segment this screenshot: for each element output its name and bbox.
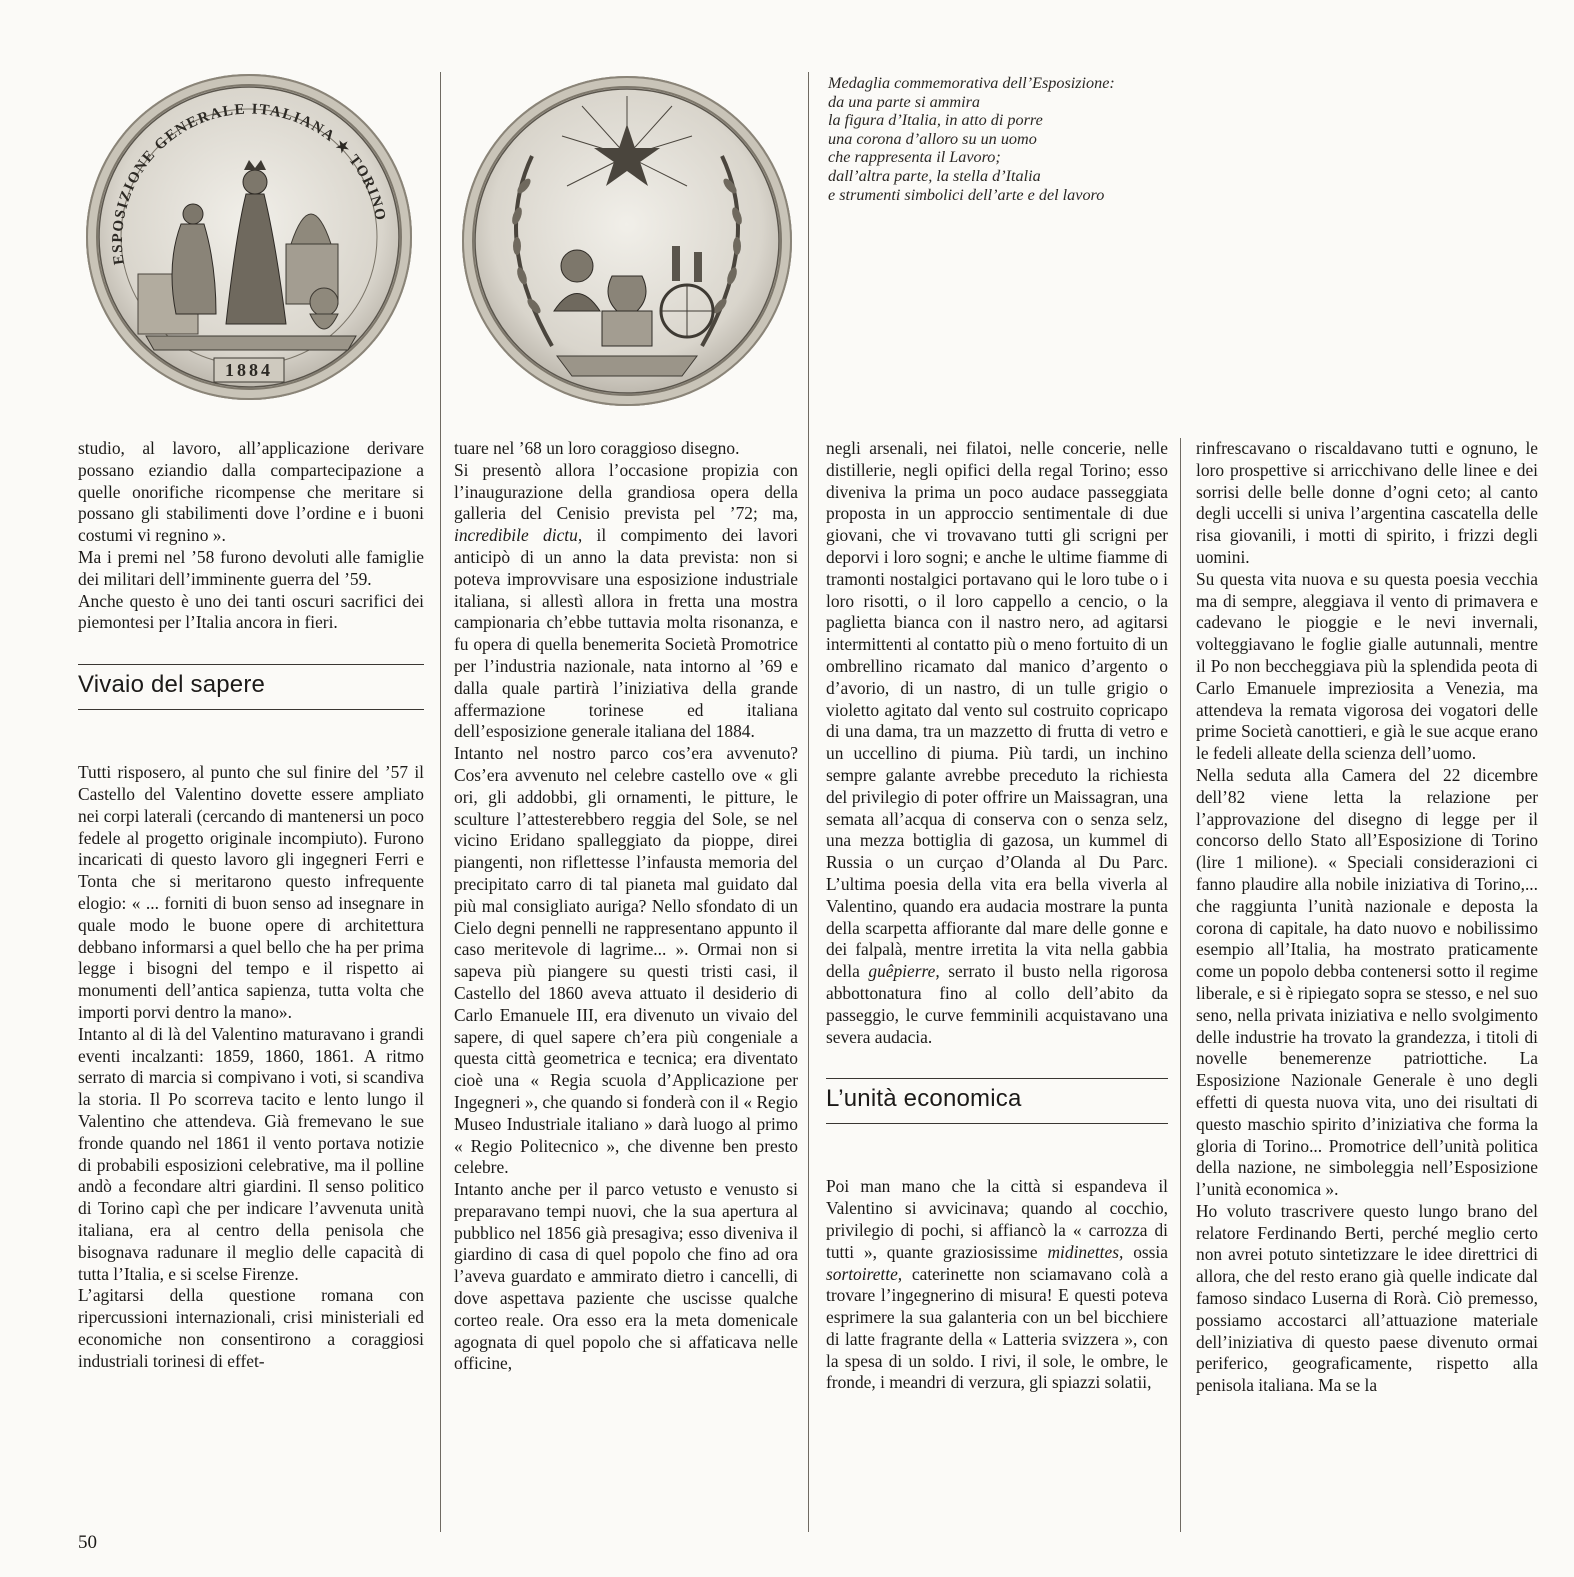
section-title: L’unità economica (826, 1085, 1022, 1113)
paragraph (826, 1176, 1168, 1394)
section-heading-vivaio (78, 664, 424, 710)
caption-line: dall’altra parte, la stella d’Italia (828, 166, 1041, 185)
section-title: Vivaio del sapere (78, 671, 266, 699)
latin-phrase: incredibile dictu, (454, 525, 583, 546)
paragraph: L’agitarsi della questione romana con ripercussioni internazionali, crisi ministeriali ed economiche non consentirono a coraggiosi industriali torinesi di effet- (78, 1285, 424, 1371)
medal-year: 1884 (225, 360, 273, 380)
medal-front-relief (86, 74, 412, 400)
paragraph: studio, al lavoro, all’applicazione derivare possano eziandio dalla compartecipazione a quelle onorifiche ricompense che meritare si possano gli stabilimenti dove l’ordine e i buoni costumi vi regnino ». (78, 438, 424, 546)
text-column-3 (826, 438, 1168, 1394)
paragraph: Su questa vita nuova e su questa poesia vecchia ma di sempre, aleggiava il vento di primavera e cadevano le pioggie e le nevi invernali, volteggiavano le foglie gialle autunnali, mentre il Po non beccheggiava più la splendida peota di Carlo Emanuele impreziosita a Venezia, ma attendeva la remata vigorosa dei vogatori delle prime Società canottieri, e già le sue acque erano le fedeli alleate della scienza dell’uomo. (1196, 568, 1538, 764)
text-run: il compimento dei lavori anticipò di un anno la data prevista: non si poteva improvvisare una esposizione industriale italiana, si allestì allora in fretta una mostra campionaria ch’ebbe tuttavia molta risonanza, e fu opera di quella benemerita Società Promotrice per l’industria nazionale, nata intorno al ’69 e dalla quale partirà l’iniziativa della grande affermazione torinese ed italiana dell’esposizione generale italiana del 1884. (454, 525, 798, 742)
caption-line: e strumenti simbolici dell’arte e del lavoro (828, 185, 1105, 204)
text-run: ossia (1123, 1241, 1168, 1262)
paragraph: Intanto nel nostro parco cos’era avvenuto? Cos’era avvenuto nel celebre castello ove « gli ori, gli addobbi, gli ornamenti, le pitture, le sculture l’attesterebbero reggia del Sole, se nel vicino Eridano spalleggiato da pioppe, direi piangenti, non riflettesse l’infausta memoria del precipitato carro di tal pianeta mal guidato dal più mal consigliato auriga? Nello sfondato di un Cielo degni pennelli ne rappresentano appunto il caso meritevole di lagrime... ». Ormai non si sapeva più piangere su questi tristi casi, il Castello del 1860 aveva attuato il desiderio di Carlo Emanuele III, era divenuto un vivaio del sapere, di quel sapere ch’era più congeniale a questa città geometrica e tecnica; era diventato cioè una « Regia scuola d’Applicazione per Ingegneri », che quando si fonderà con il « Regio Museo Industriale italiano » darà luogo al primo « Regio Politecnico », che divenne ben presto celebre. (454, 743, 798, 1178)
caption-line: Medaglia commemorativa dell’Esposizione: (828, 74, 1115, 92)
page-number: 50 (78, 1532, 97, 1553)
foreign-word: sortoirette, (826, 1263, 903, 1284)
medal-caption (828, 74, 1188, 204)
paragraph: Anche questo è uno dei tanti oscuri sacrifici dei piemontesi per l’Italia ancora in fieri. (78, 590, 424, 633)
text-run: Poi man mano che la città si espandeva il Valentino si avvicinava; quando al cocchio, privilegio di pochi, si affiancò la « carrozza di tutti », quante graziosissime (826, 1176, 1168, 1262)
foreign-word: midinettes, (1047, 1241, 1124, 1262)
text-column-4 (1196, 438, 1538, 1397)
medal-back-image (462, 76, 792, 406)
paragraph: rinfrescavano o riscaldavano tutti e ognuno, le loro prospettive si arricchivano delle linee e dei sorrisi delle belle donne d’ogni ceto; al canto degli uccelli si univa l’argentina cascatella delle risa giovanili, i motti di spirito, i frizzi degli uomini. (1196, 438, 1538, 567)
paragraph: Tutti risposero, al punto che sul finire del ’57 il Castello del Valentino dovette essere ampliato nei corpi laterali (cercando di mantenersi un poco fedele al progetto originale incompiuto). Furono incaricati di questo lavoro gli ingegneri Ferri e Tonta che si meritarono questo infrequente elogio: « ... forniti di buon senso ad insegnare in quale modo le buone opere di architettura debbano informarsi a quel bello che ha per prima legge i bisogni del tempo e il rispetto ai monumenti dell’antica sapienza, tutta volta che importi porvi dentro la mano». (78, 762, 424, 1022)
text-run: serrato il busto nella rigorosa abbottonatura fino al collo dell’abito da passeggio, le curve femminili acquistavano una severa audacia. (826, 961, 1168, 1047)
paragraph: Intanto al di là del Valentino maturavano i grandi eventi incalzanti: 1859, 1860, 1861. A ritmo serrato di marcia si compivano i voti, si scandiva la storia. Il Po scorreva tacito e lento lungo il Valentino che attendeva. Già fremevano le sue fronde quando nel 1861 il vento portava notizie di probabili esposizioni celebrative, ma il polline andò a fecondare altri giardini. Il senso politico di Torino capì che per indicare l’avvenuta unità italiana, era al centro della penisola che bisognava radunare il meglio delle capacità di tutta l’Italia, e si scelse Firenze. (78, 1023, 424, 1284)
text-run: negli arsenali, nei filatoi, nelle concerie, nelle distillerie, negli opifici della regal Torino; esso diveniva la prima un poco audace passeggiata proposta in un approccio sentimentale di due giovani, che vi trovavano tutti gli scrigni per deporvi i loro sogni; e anche le ultime fiamme di tramonti nostalgici portavano qui le loro tube o i loro risotti, o il loro cappello a cencio, o la paglietta bianca con il nastro nero, ad agitarsi intermittenti al contatto più o meno fortuito di un ombrellino ricamato dal manico d’argento o d’avorio, di un nastro, di un tulle grigio o violetto agitato dal vento sul costruito copricapo di una dama, tra un mazzetto di frutta di vetro e un uccellino di piuma. Più tardi, un inchino sempre galante avrebbe preceduto la richiesta del privilegio di poter offrire un Maissagran, una semata all’acqua di conserva con o senza selz, una mezza bottiglia di gazosa, un kummel di Russia o un curçao d’Olanda al Du Parc. L’ultima poesia della vita era bella viverla al Valentino, quando era audacia mostrare la punta della scarpetta affiorante dal mare delle gonne e dei falpalà, mentre irretita la vita nella gabbia della (826, 438, 1168, 982)
column-rule-1 (440, 72, 441, 1532)
column-rule-3 (1180, 438, 1181, 1532)
paragraph: tuare nel ’68 un loro coraggioso disegno. (454, 438, 740, 458)
paragraph (826, 438, 1168, 1048)
text-run: caterinette non sciamavano colà a trovare l’ingegnerino di misura! E questi poteva esprimere la sua galanteria con un bel bicchiere di latte fragrante della « Latteria svizzera », con la spesa di un soldo. I rivi, il sole, le ombre, le fronde, i meandri di verzura, gli spiazzi solatii, (826, 1263, 1168, 1393)
paragraph (454, 460, 798, 743)
caption-line: la figura d’Italia, in atto di porre (828, 111, 1043, 130)
paragraph: Nella seduta alla Camera del 22 dicembre dell’82 viene letta la relazione per l’approvazione del disegno di legge per il concorso dello Stato all’Esposizione di Torino (lire 1 milione). « Speciali considerazioni ci fanno plaudire alla nobile iniziativa di Torino,... che raggiunta l’unità nazionale e deposta la corona di capitale, ha dato nuovo e nobilissimo esempio all’Italia, ha mostrato praticamente come un popolo debba contenersi sotto il regime liberale, e si è ripiegato sopra se stesso, e nel suo seno, nella privata iniziativa e nello svolgimento delle industrie ha trovato la grandezza, i titoli di novelle benemerenze patriottiche. La Esposizione Nazionale Generale è uno degli effetti di questa nuova vita, uno dei risultati di questo maschio spirito d’iniziativa che forma la gloria di Torino... Promotrice dell’unità politica della nazione, ne simboleggia nell’Esposizione l’unità economica ». (1196, 764, 1538, 1200)
caption-line: da una parte si ammira (828, 92, 980, 111)
caption-line: che rappresenta il Lavoro; (828, 148, 1001, 167)
medal-legend: ESPOSIZIONE GENERALE ITALIANA ★ TORINO (109, 101, 389, 266)
text-run: Si presentò allora l’occasione propizia con l’inaugurazione della grandiosa opera della galleria del Cenisio prevista pel ’72; ma, (454, 459, 798, 524)
caption-line: una corona d’alloro su un uomo (828, 129, 1037, 148)
text-column-1 (78, 438, 424, 1372)
paragraph: Ma i premi nel ’58 furono devoluti alle famiglie dei militari dell’imminente guerra del ’59. (78, 546, 424, 589)
section-heading-unita (826, 1078, 1168, 1124)
medal-back-relief (462, 76, 792, 406)
paragraph: Intanto anche per il parco vetusto e venusto si preparavano tempi nuovi, che la sua apertura al pubblico nel 1856 già presagiva; esso diveniva il giardino di casa di quel popolo che fino ad ora l’aveva guardato e ammirato dietro i cancelli, di dove aspettava paziente che uscisse qualche corteo reale. Ora esso era la meta domenicale agognata di quel popolo che si affaticava nelle officine, (454, 1179, 798, 1374)
column-rule-2 (808, 72, 809, 1532)
foreign-word: guêpierre, (868, 961, 940, 982)
medal-front-image (86, 74, 412, 400)
paragraph: Ho voluto trascrivere questo lungo brano del relatore Ferdinando Berti, perché meglio certo non avrei potuto sintetizzare le idee direttrici di allora, che del resto erano già quelle indicate dal famoso sindaco Luserna di Rorà. Ciò premesso, possiamo accostarci all’attuazione materiale dell’iniziativa di questo paese divenuto ormai periferico, geograficamente, rispetto alla penisola italiana. Ma se la (1196, 1200, 1538, 1396)
text-column-2 (454, 438, 798, 1375)
